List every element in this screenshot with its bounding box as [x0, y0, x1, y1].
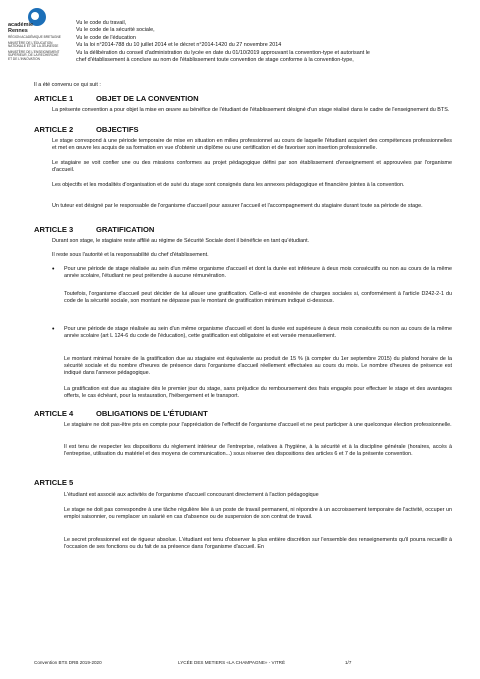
article-1-number: ARTICLE 1 [34, 94, 74, 103]
logo-region: RÉGION ACADÉMIQUE BRETAGNE [8, 35, 61, 39]
article-2-p3: Les objectifs et les modalités d'organisation et de suivi du stage sont consignés dans les annexes pédagogique et financière jointes à la convention. [52, 182, 405, 188]
article-4-number: ARTICLE 4 [34, 409, 74, 418]
article-2-title: OBJECTIFS [96, 125, 139, 134]
logo-ministry-2: MINISTÈRE DE L'ENSEIGNEMENT SUPÉRIEUR, DE LA RECHERCHE ET DE L'INNOVATION [8, 49, 60, 61]
article-3-p1: Durant son stage, le stagiaire reste affilié au régime de Sécurité Sociale dont il bénéficie en tant qu'étudiant. [52, 238, 310, 244]
article-3-number: ARTICLE 3 [34, 225, 74, 234]
bullet-icon: • [52, 326, 55, 333]
logo-ministry-1: MINISTÈRE DE L'ÉDUCATION NATIONALE ET DE LA JEUNESSE [8, 40, 59, 49]
article-4-heading [34, 409, 208, 418]
article-5-number: ARTICLE 5 [34, 478, 74, 487]
vu-line: Vu le code de l'éducation [76, 34, 136, 41]
article-5-p1: L'étudiant est associé aux activités de l'organisme d'accueil concourant directement à l'action pédagogique [64, 492, 319, 498]
vu-line: Vu le code du travail, [76, 20, 127, 26]
article-4-title: OBLIGATIONS DE L'ÉTUDIANT [96, 409, 208, 418]
article-1-p1: La présente convention a pour objet la mise en œuvre au bénéfice de l'étudiant de l'établissement désigné d'un stage réalisé dans le cadre de l'enseignement du BTS. [52, 107, 450, 113]
footer-page-number: 1/7 [345, 660, 352, 665]
article-2-p1: Le stage correspond à une période temporaire de mise en situation en milieu professionnel au cours de laquelle l'étudiant acquiert des compétences professionnelles et met en œuvre les acquis de sa formation en vue d'obtenir un diplôme ou une certification et de favoriser son insertion professionnelle. [52, 138, 452, 152]
article-2-heading [34, 125, 139, 134]
article-2-number: ARTICLE 2 [34, 125, 74, 134]
vu-line: Vu le code de la sécurité sociale, [76, 27, 155, 34]
article-3-title: GRATIFICATION [96, 225, 155, 234]
article-3-p3: Le montant minimal horaire de la gratification due au stagiaire est équivalente au produit de 15 % (à compter du 1er septembre 2015) du plafond horaire de la sécurité sociale et du nombre d'heures de présence dans l'organisme d'accueil réellement effectuées au cours du mois. Le nombre d'heures de présence est indiqué dans l'annexe pédagogique. [64, 356, 452, 377]
article-1-heading [34, 94, 199, 103]
article-2-p4: Un tuteur est désigné par le responsable de l'organisme d'accueil pour assurer l'accueil et l'accompagnement du stagiaire durant toute sa période de stage. [52, 203, 423, 209]
article-4-p2: Il est tenu de respecter les dispositions du règlement intérieur de l'entreprise, relatives à l'hygiène, à la sécurité et à la discipline générale (horaires, accès à l'entreprise, utilisation du matériel et des moyens de communication...) sous réserve des dispositions des articles 6 et 7 de la présente convention. [64, 444, 452, 458]
article-3-heading [34, 225, 154, 234]
article-3-bullet-2: Pour une période de stage réalisée au sein d'un même organisme d'accueil et dont la durée est supérieure à deux mois consécutifs ou non au cours de la même année scolaire (art L 124-6 du code de l'éducation), cette gratification est obligatoire et est versée mensuellement. [64, 326, 452, 340]
article-3-p2: Il reste sous l'autorité et la responsabilité du chef d'établissement. [52, 252, 209, 258]
article-3-bullet-1-cont: Toutefois, l'organisme d'accueil peut décider de lui allouer une gratification. Celle-ci est exonérée de charges sociales si, conformément à l'article D242-2-1 du code de la sécurité sociale, son montant ne dépasse pas le montant de gratification minimum indiqué ci-dessous. [64, 291, 452, 305]
article-5-heading [34, 478, 96, 487]
article-1-title: OBJET DE LA CONVENTION [96, 94, 199, 103]
logo-name-1: académie [8, 22, 34, 28]
article-3-bullet-1: Pour une période de stage réalisée au sein d'un même organisme d'accueil et dont la durée est inférieure à deux mois consécutifs ou non au cours de la même année scolaire, l'étudiant ne peut prétendre à aucune rémunération. [64, 266, 452, 280]
article-2-p2: Le stagiaire se voit confier une ou des missions conformes au projet pédagogique défini par son établissement d'enseignement et approuvées par l'organisme d'accueil. [52, 160, 452, 174]
vu-line: Vu la loi n°2014-788 du 10 juillet 2014 et le décret n°2014-1420 du 27 novembre 2014 [76, 42, 282, 49]
logo-name-2: Rennes [8, 28, 28, 34]
preamble-vu-list [76, 20, 466, 64]
vu-line: Vu la délibération du conseil d'administration du lycée en date du 01/10/2019 approuvant la convention-type et autorisant le [76, 49, 370, 56]
footer-center: LYCÉE DES METIERS «LA CHAMPAGNE» - VITRÉ [178, 660, 286, 665]
intro-text: Il a été convenu ce qui suit : [34, 82, 101, 88]
bullet-icon: • [52, 266, 55, 273]
article-5-p3: Le secret professionnel est de rigueur absolue. L'étudiant est tenu d'observer la plus entière discrétion sur l'ensemble des renseignements qu'il pourra recueillir à l'occasion de ses fonctions ou du fait de sa présence dans l'organisme d'accueil. En [64, 537, 452, 551]
article-4-p1: Le stagiaire ne doit pas-être pris en compte pour l'appréciation de l'effectif de l'organisme d'accueil et ne peut participer à une quelconque élection professionnelle. [64, 422, 452, 428]
article-5-p2: Le stage ne doit pas correspondre à une tâche régulière liée à un poste de travail permanent, ni répondre à un accroissement temporaire de l'activité, occuper un emploi saisonnier, ou remplacer un salarié en cas d'absence ou de suspension de son contrat de travail. [64, 507, 452, 521]
academie-logo [8, 8, 62, 108]
article-3-p4: La gratification est due au stagiaire dès le premier jour du stage, sans préjudice du remboursement des frais engagés pour effectuer le stage et des avantages offerts, le cas échéant, pour la restauration, l'hébergement et le transport. [64, 386, 452, 400]
footer-left: Convention BTS DRB 2019-2020 [34, 660, 102, 665]
vu-line: chef d'établissement à conclure au nom de l'établissement toute convention de stage conforme à la convention-type, [76, 57, 354, 64]
